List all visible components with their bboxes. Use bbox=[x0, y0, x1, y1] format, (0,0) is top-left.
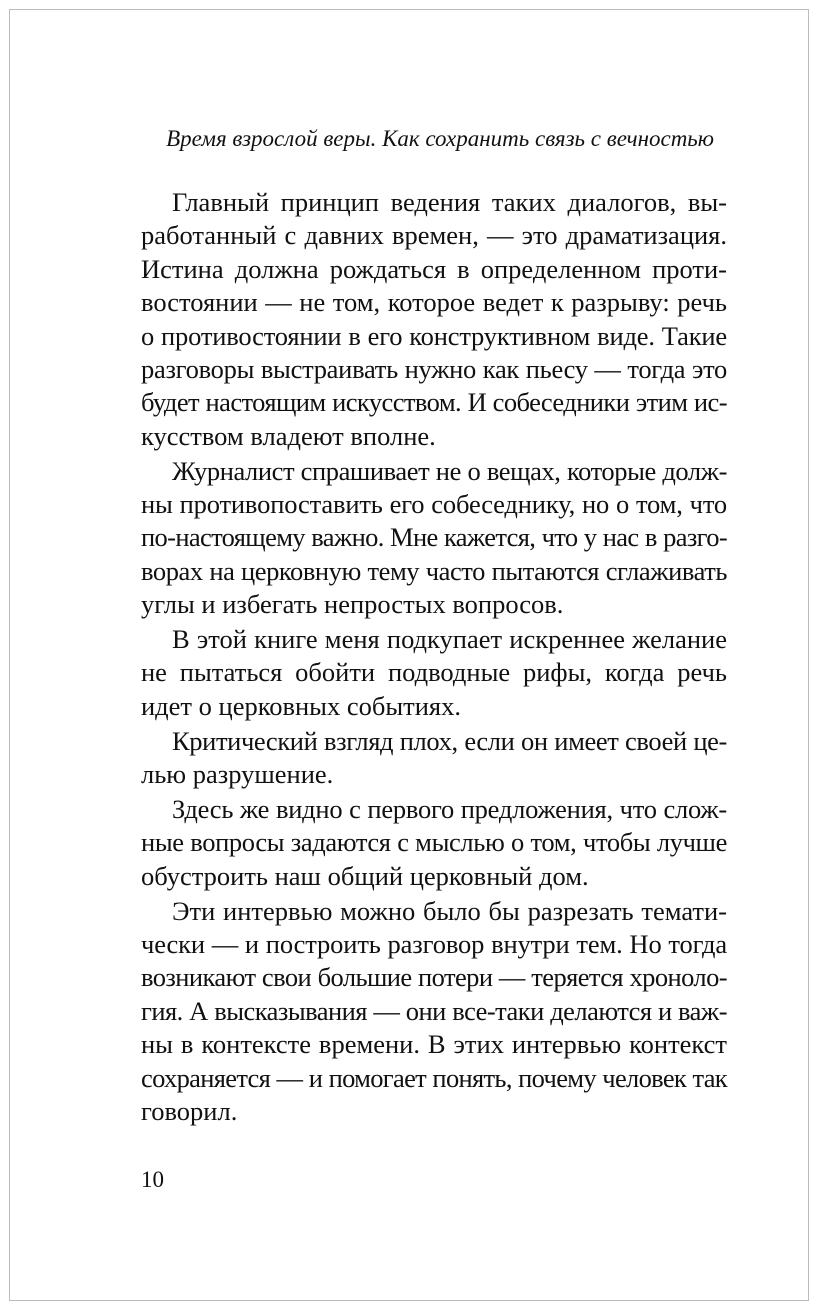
text-line: ные вопросы задаются с мыслью о том, чтобы лучше bbox=[141, 827, 727, 858]
paragraph bbox=[141, 455, 727, 622]
body-text bbox=[141, 186, 727, 1130]
text-line: лью разрушение. bbox=[141, 759, 334, 790]
text-line: идет о церковных событиях. bbox=[141, 690, 461, 721]
text-line: о противостоянии в его конструктивном виде. Такие bbox=[141, 320, 727, 351]
paragraph bbox=[141, 623, 727, 723]
paragraph bbox=[141, 725, 727, 792]
text-line: работанный с давних времен, — это драматизация. bbox=[141, 220, 727, 251]
text-line: не пытаться обойти подводные рифы, когда речь bbox=[141, 657, 727, 688]
text-line: говорил. bbox=[141, 1096, 238, 1127]
paragraph bbox=[141, 186, 727, 453]
text-line: гия. А высказывания — они все-таки делаются и важ- bbox=[141, 995, 727, 1026]
text-line: кусством владеют вполне. bbox=[141, 420, 436, 451]
text-line: обустроить наш общий церковный дом. bbox=[141, 860, 589, 891]
text-line: углы и избегать непростых вопросов. bbox=[141, 589, 564, 620]
text-line: ны противопоставить его собеседнику, но о том, что bbox=[141, 489, 727, 520]
text-line: будет настоящим искусством. И собеседники этим ис- bbox=[141, 387, 727, 418]
paragraph bbox=[141, 895, 727, 1129]
text-line: Истина должна рождаться в определенном проти- bbox=[141, 253, 727, 284]
text-line: ворах на церковную тему часто пытаются сглаживать bbox=[141, 555, 727, 586]
text-line: Эти интервью можно было бы разрезать темати- bbox=[172, 895, 727, 926]
text-line: В этой книге меня подкупает искреннее желание bbox=[172, 624, 727, 655]
text-line: востоянии — не том, которое ведет к разрыву: речь bbox=[141, 287, 727, 318]
running-head: Время взрослой веры. Как сохранить связь с вечностью bbox=[166, 126, 714, 151]
text-line: чески — и построить разговор внутри тем. Но тогда bbox=[141, 929, 727, 960]
text-line: Критический взгляд плох, если он имеет своей це- bbox=[172, 725, 727, 756]
book-page bbox=[9, 9, 809, 1301]
text-line: Здесь же видно с первого предложения, что слож- bbox=[172, 794, 727, 825]
text-line: Журналист спрашивает не о вещах, которые долж- bbox=[172, 455, 727, 486]
text-line: разговоры выстраивать нужно как пьесу — тогда это bbox=[141, 353, 727, 384]
text-line: по-настоящему важно. Мне кажется, что у нас в разго- bbox=[141, 522, 727, 553]
text-line: Главный принцип ведения таких диалогов, вы- bbox=[172, 187, 727, 217]
text-line: ны в контексте времени. В этих интервью контекст bbox=[141, 1029, 727, 1060]
page-number: 10 bbox=[141, 1167, 164, 1192]
text-line: сохраняется — и помогает понять, почему человек так bbox=[141, 1062, 727, 1093]
text-line: возникают свои большие потери — теряется хроноло- bbox=[141, 962, 727, 993]
paragraph bbox=[141, 793, 727, 893]
